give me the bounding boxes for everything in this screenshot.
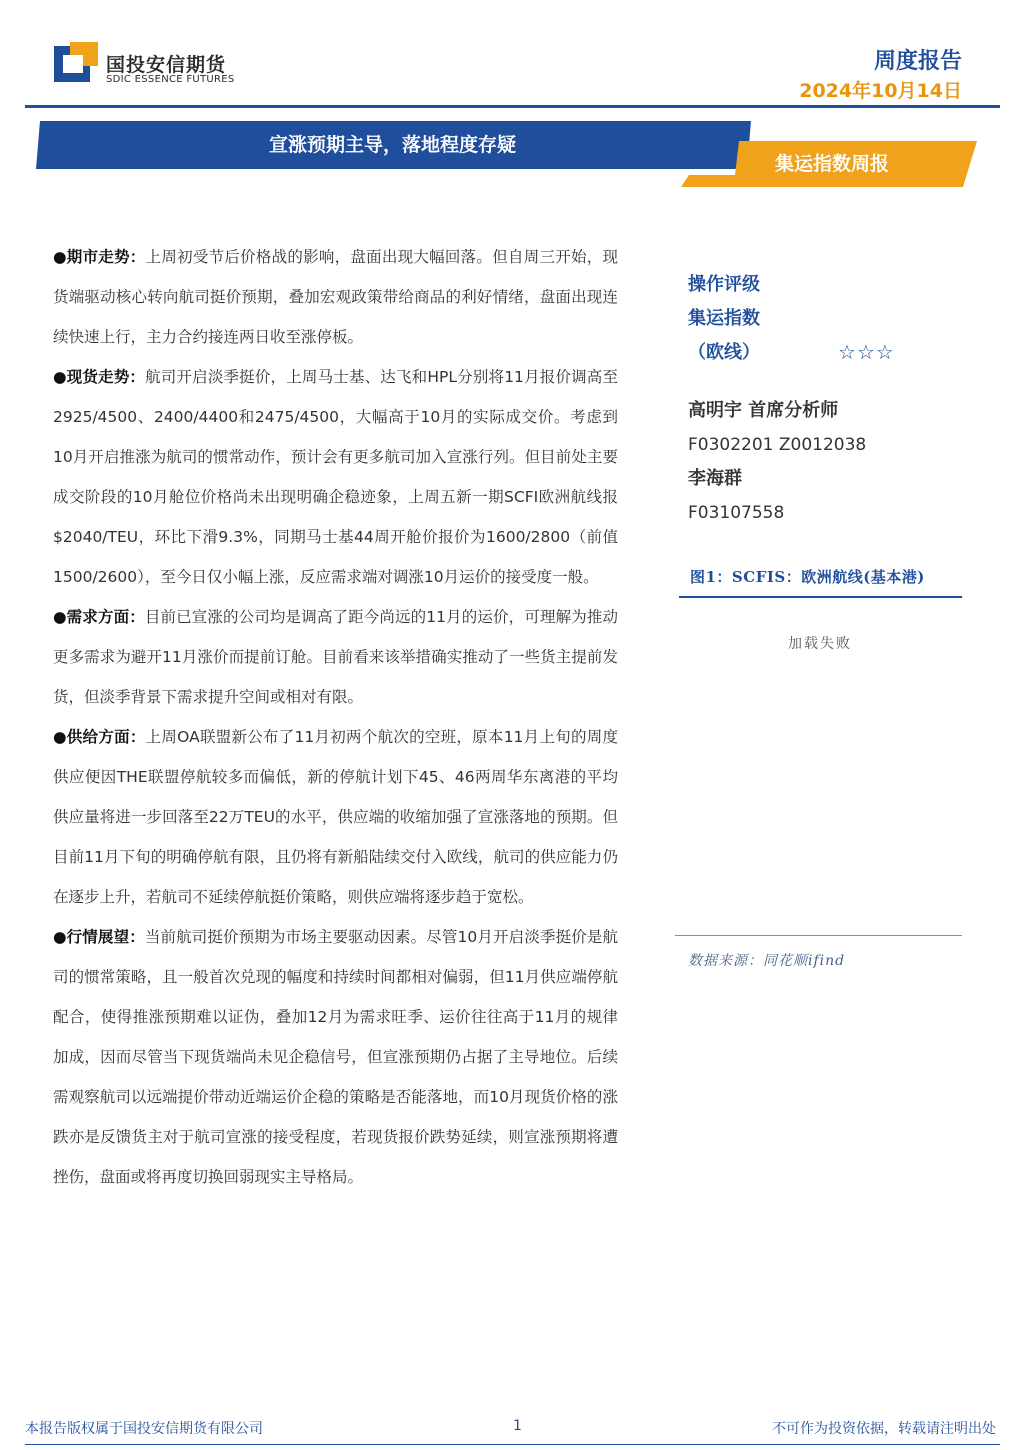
paragraph-heading: ●行情展望： [53, 928, 145, 946]
footer-copyright: 本报告版权属于国投安信期货有限公司 [25, 1421, 263, 1437]
figure-divider-bottom [675, 935, 962, 936]
paragraph-outlook [53, 917, 618, 1197]
paragraph-supply [53, 717, 618, 917]
paragraph-text: 航司开启淡季挺价，上周马士基、达飞和HPL分别将11月报价调高至2925/4500、2400/4400和2475/4500，大幅高于10月的实际成交价。考虑到10月开启推涨为航司的惯常动作，预计会有更多航司加入宣涨行列。但目前处主要成交阶段的10月舱位价格尚未出现明确企稳迹象，上周五新一期SCFI欧洲航线报$2040/TEU，环比下滑9.3%，同期马士基44周开舱价报价为1600/2800（前值1500/2600），至今日仅小幅上涨，反应需求端对调涨10月运价的接受度一般。 [53, 368, 618, 586]
analyst-license: F03107558 [688, 503, 785, 523]
rating-subject-route: （欧线） [688, 342, 760, 363]
paragraph-market-trend [53, 237, 618, 357]
paragraph-demand [53, 597, 618, 717]
company-name-en: SDIC ESSENCE FUTURES [106, 74, 235, 85]
rating-label: 操作评级 [688, 274, 760, 295]
footer-disclaimer: 不可作为投资依据，转载请注明出处 [772, 1421, 996, 1437]
paragraph-text: 上周OA联盟新公布了11月初两个航次的空班，原本11月上旬的周度供应便因THE联盟停航较多而偏低，新的停航计划下45、46两周华东离港的平均供应量将进一步回落至22万TEU的水平，供应端的收缩加强了宣涨落地的预期。但目前11月下旬的明确停航有限，且仍将有新船陆续交付入欧线，航司的供应能力仍在逐步上升，若航司不延续停航挺价策略，则供应端将逐步趋于宽松。 [53, 728, 619, 906]
analyst-license: F0302201 Z0012038 [688, 435, 867, 455]
paragraph-heading: ●现货走势： [53, 368, 146, 386]
paragraph-text: 目前已宣涨的公司均是调高了距今尚远的11月的运价，可理解为推动更多需求为避开11月涨价而提前订舱。目前看来该举措确实推动了一些货主提前发货，但淡季背景下需求提升空间或相对有限。 [53, 608, 618, 706]
analyst-name: 高明宇 首席分析师 [688, 400, 839, 421]
header-divider [25, 105, 1000, 108]
footer-divider [25, 1444, 1000, 1445]
section-tag-label: 集运指数周报 [774, 153, 889, 175]
report-body [53, 237, 618, 1197]
paragraph-text: 当前航司挺价预期为市场主要驱动因素。尽管10月开启淡季挺价是航司的惯常策略，且一般首次兑现的幅度和持续时间都相对偏弱，但11月供应端停航配合，使得推涨预期难以证伪，叠加12月为需求旺季、运价往往高于11月的规律加成，因而尽管当下现货端尚未见企稳信号，但宣涨预期仍占据了主导地位。后续需观察航司以远端提价带动近端运价企稳的策略是否能落地，而10月现货价格的涨跌亦是反馈货主对于航司宣涨的接受程度，若现货报价跌势延续，则宣涨预期将遭挫伤，盘面或将再度切换回弱现实主导格局。 [53, 928, 618, 1186]
report-date: 2024年10月14日 [799, 80, 962, 102]
company-logo-icon [54, 42, 98, 84]
sidebar [688, 268, 962, 530]
rating-stars: ☆☆☆ [838, 340, 895, 364]
paragraph-heading: ●供给方面： [53, 728, 146, 746]
figure-source: 数据来源：同花顺ifind [688, 953, 846, 969]
company-name-cn: 国投安信期货 [106, 54, 227, 76]
figure-divider [679, 596, 962, 598]
figure-title: 图1：SCFIS：欧洲航线(基本港) [690, 568, 925, 586]
paragraph-text: 上周初受节后价格战的影响，盘面出现大幅回落。但自周三开始，现货端驱动核心转向航司挺价预期，叠加宏观政策带给商品的利好情绪，盘面出现连续快速上行，主力合约接连两日收至涨停板。 [53, 248, 618, 346]
page-number: 1 [513, 1418, 522, 1434]
paragraph-heading: ●需求方面： [53, 608, 145, 626]
figure-load-failed: 加载失败 [788, 636, 852, 652]
report-type: 周度报告 [873, 49, 962, 74]
paragraph-spot-trend [53, 357, 618, 597]
analyst-name: 李海群 [688, 468, 742, 489]
report-title: 宣涨预期主导，落地程度存疑 [268, 134, 516, 156]
rating-subject: 集运指数 [688, 308, 760, 329]
paragraph-heading: ●期市走势： [53, 248, 146, 266]
